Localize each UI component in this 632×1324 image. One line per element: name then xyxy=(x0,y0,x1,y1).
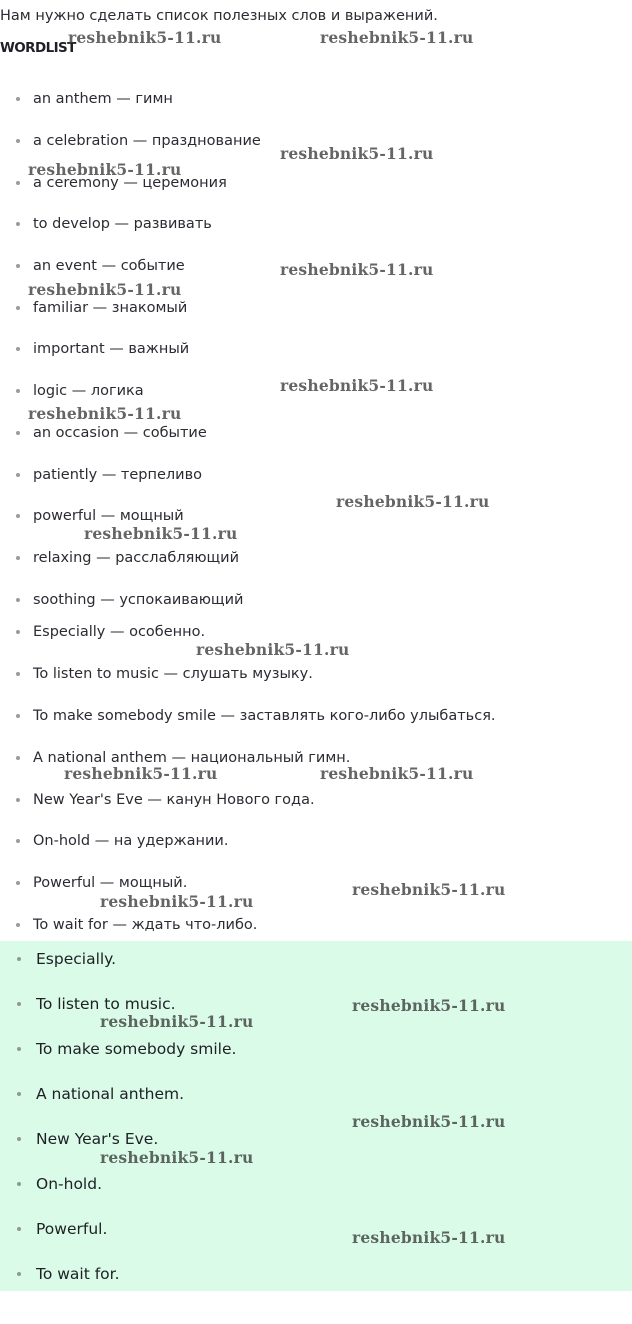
watermark: reshebnik5-11.ru xyxy=(352,1112,506,1131)
answer-item-text: To listen to music. xyxy=(36,995,176,1013)
bullet-icon xyxy=(17,1137,21,1141)
list-item-text: To listen to music — слушать музыку. xyxy=(33,666,313,682)
bullet-icon xyxy=(16,556,20,560)
watermark: reshebnik5-11.ru xyxy=(28,160,182,179)
bullet-icon xyxy=(17,1002,21,1006)
list-item-text: an event — событие xyxy=(33,258,185,274)
watermark: reshebnik5-11.ru xyxy=(336,492,490,511)
watermark: reshebnik5-11.ru xyxy=(196,640,350,659)
list-item xyxy=(33,590,243,610)
bullet-icon xyxy=(17,1272,21,1276)
watermark: reshebnik5-11.ru xyxy=(100,1148,254,1167)
watermark: reshebnik5-11.ru xyxy=(352,880,506,899)
list-item-text: Powerful — мощный. xyxy=(33,875,188,891)
list-item-text: an occasion — событие xyxy=(33,425,207,441)
list-item xyxy=(33,548,239,568)
list-item xyxy=(33,298,187,318)
bullet-icon xyxy=(17,1047,21,1051)
watermark: reshebnik5-11.ru xyxy=(320,764,474,783)
bullet-icon xyxy=(16,306,20,310)
list-item-text: To make somebody smile — заставлять кого-либо улыбаться. xyxy=(33,708,496,724)
bullet-icon xyxy=(16,839,20,843)
list-item xyxy=(33,506,184,526)
watermark: reshebnik5-11.ru xyxy=(68,28,222,47)
watermark: reshebnik5-11.ru xyxy=(352,1228,506,1247)
bullet-icon xyxy=(16,347,20,351)
list-item xyxy=(33,664,313,684)
answer-block xyxy=(0,941,632,1291)
list-item-text: a celebration — празднование xyxy=(33,133,261,149)
list-item xyxy=(33,465,202,485)
watermark: reshebnik5-11.ru xyxy=(280,144,434,163)
bullet-icon xyxy=(16,598,20,602)
bullet-icon xyxy=(16,923,20,927)
bullet-icon xyxy=(16,264,20,268)
bullet-icon xyxy=(16,431,20,435)
list-item-text: familiar — знакомый xyxy=(33,300,188,316)
list-item xyxy=(33,256,185,276)
list-item xyxy=(33,873,187,893)
watermark: reshebnik5-11.ru xyxy=(280,260,434,279)
watermark: reshebnik5-11.ru xyxy=(28,404,182,423)
list-item xyxy=(33,622,205,642)
watermark: reshebnik5-11.ru xyxy=(352,996,506,1015)
bullet-icon xyxy=(16,798,20,802)
bullet-icon xyxy=(16,473,20,477)
answer-item-text: New Year's Eve. xyxy=(36,1130,159,1148)
list-item xyxy=(33,790,315,810)
watermark: reshebnik5-11.ru xyxy=(100,892,254,911)
watermark: reshebnik5-11.ru xyxy=(100,1012,254,1031)
list-item-text: Especially — особенно. xyxy=(33,624,206,640)
bullet-icon xyxy=(17,957,21,961)
list-item-text: soothing — успокаивающий xyxy=(33,592,244,608)
watermark: reshebnik5-11.ru xyxy=(64,764,218,783)
list-item xyxy=(33,381,144,401)
answer-item xyxy=(36,1083,184,1105)
list-item-text: On-hold — на удержании. xyxy=(33,833,229,849)
list-item-text: A national anthem — национальный гимн. xyxy=(33,750,351,766)
watermark: reshebnik5-11.ru xyxy=(28,280,182,299)
list-item xyxy=(33,214,212,234)
answer-item xyxy=(36,1128,158,1150)
list-item-text: important — важный xyxy=(33,341,190,357)
list-item xyxy=(33,706,496,726)
bullet-icon xyxy=(16,881,20,885)
bullet-icon xyxy=(16,222,20,226)
bullet-icon xyxy=(16,514,20,518)
list-item xyxy=(33,339,189,359)
bullet-icon xyxy=(16,97,20,101)
answer-item-text: To wait for. xyxy=(36,1265,120,1283)
bullet-icon xyxy=(16,630,20,634)
watermark: reshebnik5-11.ru xyxy=(280,376,434,395)
bullet-icon xyxy=(16,389,20,393)
bullet-icon xyxy=(16,756,20,760)
answer-item xyxy=(36,948,116,970)
answer-item-text: To make somebody smile. xyxy=(36,1040,237,1058)
list-item xyxy=(33,915,257,935)
intro-text: Нам нужно сделать список полезных слов и выражений. xyxy=(0,8,438,24)
list-item-text: a ceremony — церемония xyxy=(33,175,227,191)
answer-item xyxy=(36,1038,236,1060)
bullet-icon xyxy=(17,1092,21,1096)
bullet-icon xyxy=(16,714,20,718)
answer-item-text: A national anthem. xyxy=(36,1085,185,1103)
list-item xyxy=(33,831,228,851)
list-item-text: an anthem — гимн xyxy=(33,91,173,107)
list-item xyxy=(33,89,173,109)
watermark: reshebnik5-11.ru xyxy=(84,524,238,543)
list-item xyxy=(33,423,207,443)
list-item-text: New Year's Eve — канун Нового года. xyxy=(33,792,315,808)
list-item xyxy=(33,131,261,151)
answer-item-text: Powerful. xyxy=(36,1220,108,1238)
bullet-icon xyxy=(16,672,20,676)
answer-item-text: Especially. xyxy=(36,950,117,968)
list-item-text: powerful — мощный xyxy=(33,508,184,524)
list-item-text: logic — логика xyxy=(33,383,144,399)
bullet-icon xyxy=(16,181,20,185)
answer-item-text: On-hold. xyxy=(36,1175,102,1193)
bullet-icon xyxy=(17,1227,21,1231)
bullet-icon xyxy=(17,1182,21,1186)
wordlist-heading: WORDLIST xyxy=(0,40,76,56)
list-item-text: To wait for — ждать что-либо. xyxy=(33,917,258,933)
answer-item xyxy=(36,1173,102,1195)
list-item-text: to develop — развивать xyxy=(33,216,212,232)
answer-item xyxy=(36,1218,107,1240)
list-item-text: patiently — терпеливо xyxy=(33,467,203,483)
answer-item xyxy=(36,1263,120,1285)
list-item-text: relaxing — расслабляющий xyxy=(33,550,240,566)
bullet-icon xyxy=(16,139,20,143)
watermark: reshebnik5-11.ru xyxy=(320,28,474,47)
